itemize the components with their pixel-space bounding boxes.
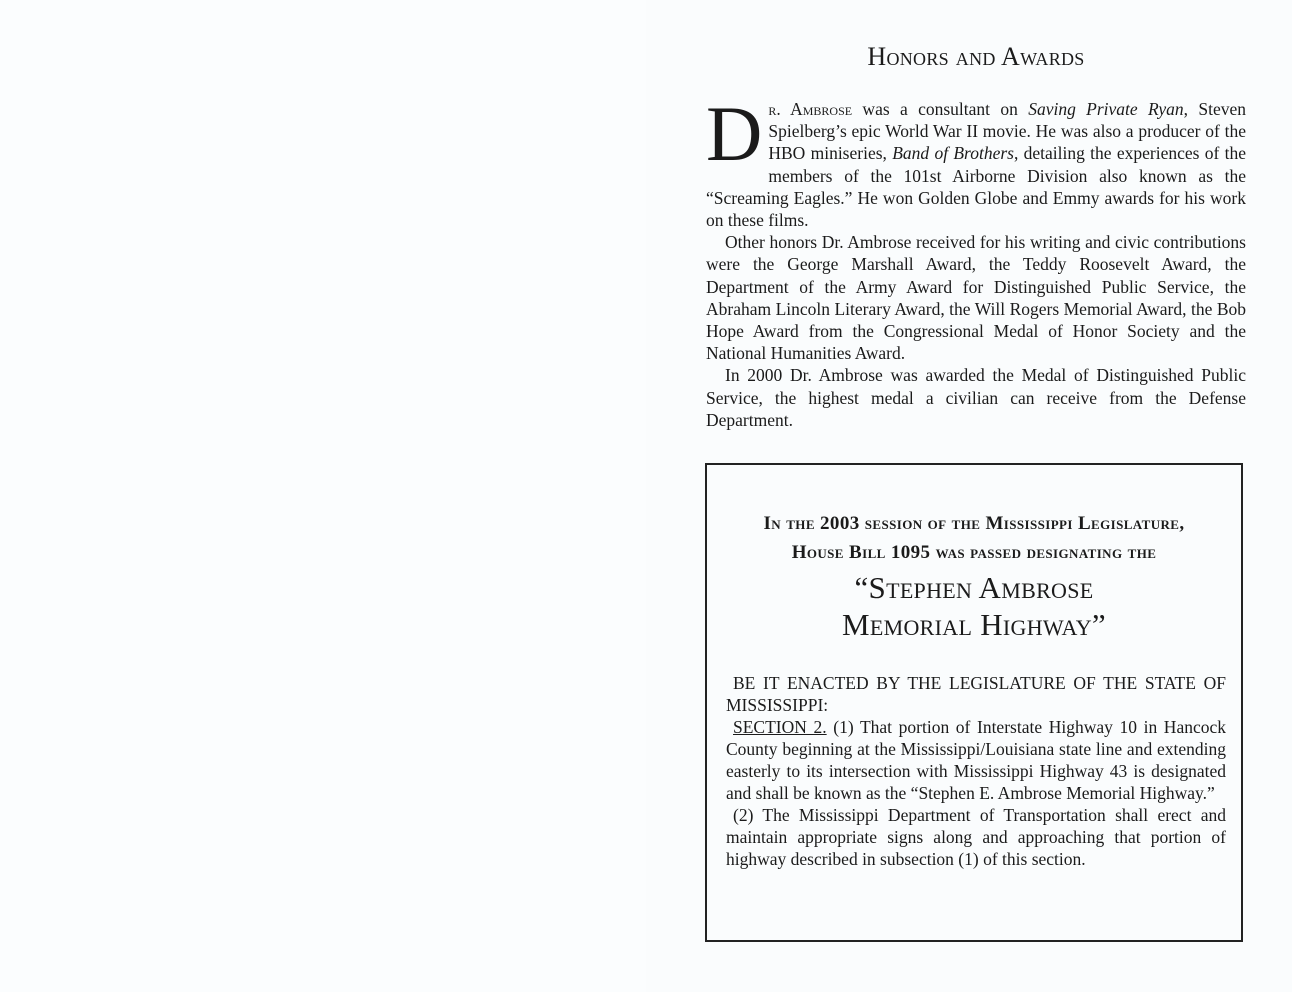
highway-designation-box bbox=[705, 463, 1243, 942]
paragraph-medal: In 2000 Dr. Ambrose was awarded the Medal of Distinguished Public Service, the highest medal a civilian can receive from the Defense Department. bbox=[706, 365, 1246, 430]
drop-cap: D bbox=[706, 90, 763, 177]
film-title-saving-private-ryan: Saving Private Ryan bbox=[1028, 99, 1184, 119]
highway-title bbox=[707, 569, 1241, 643]
section-2 bbox=[726, 716, 1226, 804]
lead-small-caps: r. Ambrose bbox=[768, 99, 853, 119]
series-title-band-of-brothers: Band of Brothers bbox=[892, 143, 1014, 164]
highway-title-line-1: “Stephen Ambrose bbox=[854, 570, 1094, 605]
box-intro-line-1: In the 2003 session of the Mississippi Legislature, bbox=[763, 513, 1185, 534]
para1-text-a: was a consultant on bbox=[852, 99, 1029, 119]
highway-title-line-2: Memorial Highway” bbox=[842, 607, 1106, 642]
honors-body bbox=[706, 90, 1247, 431]
box-intro bbox=[707, 509, 1241, 567]
enacting-clause: BE IT ENACTED BY THE LEGISLATURE OF THE STATE OF MISSISSIPPI: bbox=[726, 673, 1226, 715]
para1-text-b: , Steven Spielberg’s epic World War II movie. He was also a producer of the HBO miniseries, bbox=[768, 99, 1246, 164]
bill-text bbox=[726, 672, 1226, 870]
subsection-2: (2) The Mississippi Department of Transportation shall erect and maintain appropriate signs along and approaching that portion of highway described in subsection (1) of this section. bbox=[726, 805, 1226, 869]
page-heading: Honors and Awards bbox=[867, 42, 1085, 71]
para1-text-c: , detailing the experiences of the members of the 101st Airborne Division also known as the “Screaming Eagles.” He won Golden Globe and Emmy awards for his work on these films. bbox=[706, 143, 1247, 231]
paragraph-consultant bbox=[706, 90, 1247, 231]
paragraph-other-honors: Other honors Dr. Ambrose received for his writing and civic contributions were the George Marshall Award, the Teddy Roosevelt Award, the Department of the Army Award for Distinguished Public Service, the Abraham Lincoln Literary Award, the Will Rogers Memorial Award, the Bob Hope Award from the Congressional Medal of Honor Society and the National Humanities Award. bbox=[706, 232, 1246, 364]
box-intro-line-2: House Bill 1095 was passed designating the bbox=[791, 542, 1157, 563]
section-2-label: SECTION 2. bbox=[733, 717, 827, 737]
section-2-text: (1) That portion of Interstate Highway 10 in Hancock County beginning at the Mississippi/Louisiana state line and extending easterly to its intersection with Mississippi Highway 43 is designated and shall be known as the “Stephen E. Ambrose Memorial Highway.” bbox=[726, 717, 1227, 803]
